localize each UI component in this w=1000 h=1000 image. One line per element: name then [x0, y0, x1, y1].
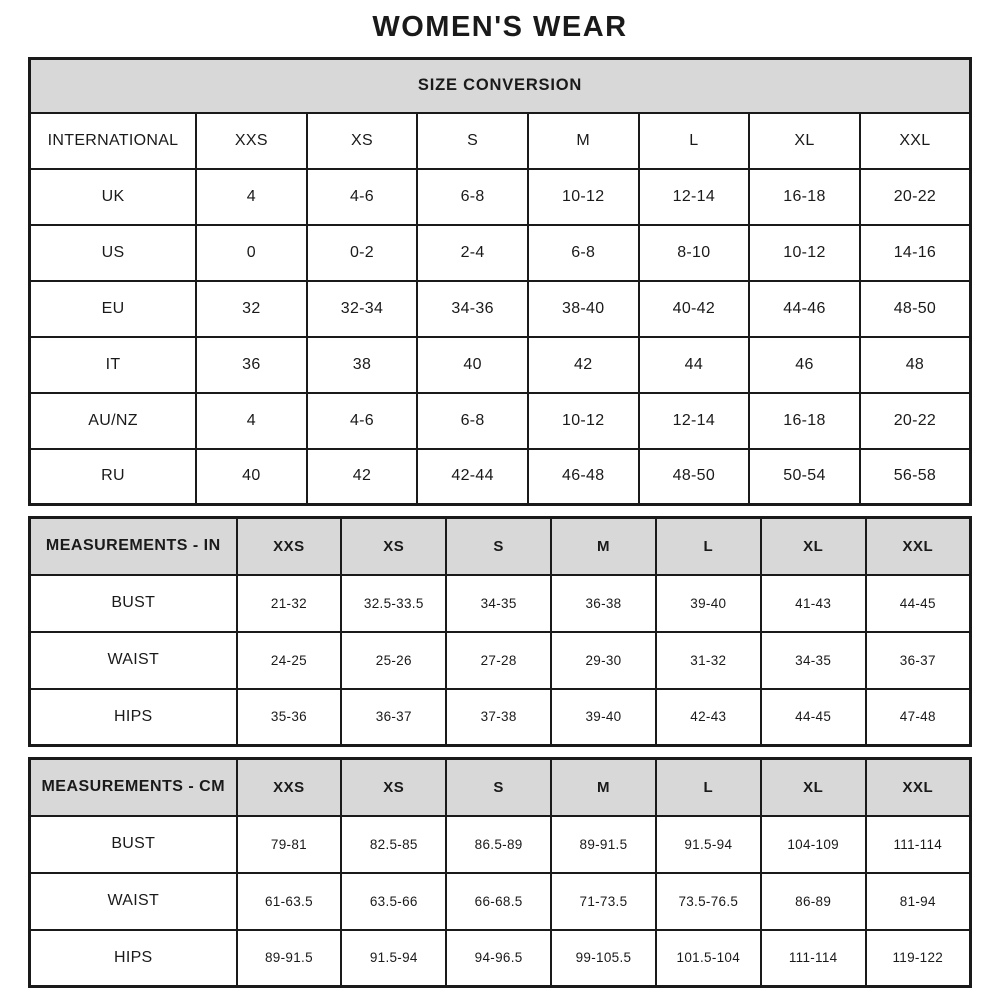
size-header-cell: XXS: [196, 113, 307, 169]
size-header-cell: M: [551, 518, 656, 575]
size-header-cell: XXS: [237, 759, 342, 816]
table-row: [30, 873, 971, 930]
value-cell: 82.5-85: [341, 816, 446, 873]
size-header-cell: XS: [307, 113, 418, 169]
value-cell: 2-4: [417, 225, 528, 281]
table-row: [30, 575, 971, 632]
value-cell: 37-38: [446, 689, 551, 746]
value-cell: 14-16: [860, 225, 971, 281]
row-label-cell: BUST: [30, 816, 237, 873]
size-header-cell: M: [528, 113, 639, 169]
row-label-cell: HIPS: [30, 930, 237, 987]
value-cell: 63.5-66: [341, 873, 446, 930]
value-cell: 4: [196, 393, 307, 449]
corner-header-cell: MEASUREMENTS - IN: [30, 518, 237, 575]
size-header-cell: M: [551, 759, 656, 816]
size-header-cell: XS: [341, 518, 446, 575]
table-row: [30, 816, 971, 873]
row-label-cell: WAIST: [30, 873, 237, 930]
value-cell: 24-25: [237, 632, 342, 689]
value-cell: 40: [417, 337, 528, 393]
value-cell: 4-6: [307, 393, 418, 449]
value-cell: 35-36: [237, 689, 342, 746]
value-cell: 86-89: [761, 873, 866, 930]
page-title: WOMEN'S WEAR: [372, 11, 628, 43]
value-cell: 48-50: [639, 449, 750, 505]
value-cell: 48-50: [860, 281, 971, 337]
size-header-cell: XL: [761, 518, 866, 575]
value-cell: 34-36: [417, 281, 528, 337]
value-cell: 0: [196, 225, 307, 281]
size-header-cell: XL: [749, 113, 860, 169]
value-cell: 89-91.5: [551, 816, 656, 873]
value-cell: 31-32: [656, 632, 761, 689]
size-conversion-table: [28, 57, 972, 506]
size-header-cell: L: [656, 518, 761, 575]
value-cell: 12-14: [639, 393, 750, 449]
value-cell: 8-10: [639, 225, 750, 281]
row-label-cell: RU: [30, 449, 197, 505]
value-cell: 16-18: [749, 393, 860, 449]
value-cell: 21-32: [237, 575, 342, 632]
value-cell: 29-30: [551, 632, 656, 689]
value-cell: 4: [196, 169, 307, 225]
value-cell: 91.5-94: [656, 816, 761, 873]
value-cell: 6-8: [417, 169, 528, 225]
measurements-in-table: [28, 516, 972, 747]
table-row: [30, 632, 971, 689]
size-header-cell: L: [639, 113, 750, 169]
value-cell: 91.5-94: [341, 930, 446, 987]
value-cell: 10-12: [528, 169, 639, 225]
size-header-cell: L: [656, 759, 761, 816]
size-conversion-header-row: [30, 113, 971, 169]
table-row: [30, 169, 971, 225]
size-conversion-body: [30, 169, 971, 505]
value-cell: 20-22: [860, 393, 971, 449]
value-cell: 81-94: [866, 873, 971, 930]
value-cell: 41-43: [761, 575, 866, 632]
value-cell: 111-114: [866, 816, 971, 873]
row-label-cell: WAIST: [30, 632, 237, 689]
value-cell: 42: [307, 449, 418, 505]
measurements-in-header-row: [30, 518, 971, 575]
value-cell: 32-34: [307, 281, 418, 337]
measurements-cm-table: [28, 757, 972, 988]
value-cell: 104-109: [761, 816, 866, 873]
value-cell: 47-48: [866, 689, 971, 746]
value-cell: 34-35: [446, 575, 551, 632]
size-header-cell: XXS: [237, 518, 342, 575]
size-header-cell: S: [417, 113, 528, 169]
value-cell: 111-114: [761, 930, 866, 987]
size-header-cell: XXL: [866, 759, 971, 816]
value-cell: 61-63.5: [237, 873, 342, 930]
value-cell: 73.5-76.5: [656, 873, 761, 930]
value-cell: 86.5-89: [446, 816, 551, 873]
value-cell: 40-42: [639, 281, 750, 337]
value-cell: 44: [639, 337, 750, 393]
value-cell: 36-37: [341, 689, 446, 746]
row-label-cell: HIPS: [30, 689, 237, 746]
corner-header-cell: MEASUREMENTS - CM: [30, 759, 237, 816]
table-row: [30, 393, 971, 449]
corner-header-cell: INTERNATIONAL: [30, 113, 197, 169]
value-cell: 42-43: [656, 689, 761, 746]
value-cell: 44-45: [866, 575, 971, 632]
size-conversion-banner: SIZE CONVERSION: [30, 59, 971, 113]
value-cell: 0-2: [307, 225, 418, 281]
value-cell: 48: [860, 337, 971, 393]
size-header-cell: XXL: [860, 113, 971, 169]
value-cell: 10-12: [749, 225, 860, 281]
table-row: [30, 225, 971, 281]
table-row: [30, 337, 971, 393]
value-cell: 79-81: [237, 816, 342, 873]
value-cell: 36: [196, 337, 307, 393]
table-row: [30, 281, 971, 337]
row-label-cell: UK: [30, 169, 197, 225]
size-header-cell: XS: [341, 759, 446, 816]
value-cell: 20-22: [860, 169, 971, 225]
value-cell: 6-8: [528, 225, 639, 281]
value-cell: 38-40: [528, 281, 639, 337]
value-cell: 6-8: [417, 393, 528, 449]
row-label-cell: AU/NZ: [30, 393, 197, 449]
value-cell: 4-6: [307, 169, 418, 225]
value-cell: 99-105.5: [551, 930, 656, 987]
value-cell: 39-40: [656, 575, 761, 632]
value-cell: 71-73.5: [551, 873, 656, 930]
value-cell: 66-68.5: [446, 873, 551, 930]
row-label-cell: BUST: [30, 575, 237, 632]
value-cell: 56-58: [860, 449, 971, 505]
value-cell: 40: [196, 449, 307, 505]
row-label-cell: US: [30, 225, 197, 281]
value-cell: 27-28: [446, 632, 551, 689]
value-cell: 42: [528, 337, 639, 393]
size-header-cell: XL: [761, 759, 866, 816]
value-cell: 36-38: [551, 575, 656, 632]
banner-row: [30, 59, 971, 113]
value-cell: 10-12: [528, 393, 639, 449]
value-cell: 119-122: [866, 930, 971, 987]
value-cell: 101.5-104: [656, 930, 761, 987]
value-cell: 94-96.5: [446, 930, 551, 987]
value-cell: 16-18: [749, 169, 860, 225]
value-cell: 38: [307, 337, 418, 393]
value-cell: 39-40: [551, 689, 656, 746]
table-row: [30, 930, 971, 987]
value-cell: 12-14: [639, 169, 750, 225]
value-cell: 89-91.5: [237, 930, 342, 987]
value-cell: 42-44: [417, 449, 528, 505]
value-cell: 36-37: [866, 632, 971, 689]
size-header-cell: S: [446, 518, 551, 575]
table-row: [30, 689, 971, 746]
value-cell: 32: [196, 281, 307, 337]
value-cell: 50-54: [749, 449, 860, 505]
row-label-cell: IT: [30, 337, 197, 393]
value-cell: 25-26: [341, 632, 446, 689]
measurements-cm-header-row: [30, 759, 971, 816]
measurements-in-body: [30, 575, 971, 746]
value-cell: 46-48: [528, 449, 639, 505]
value-cell: 44-45: [761, 689, 866, 746]
value-cell: 44-46: [749, 281, 860, 337]
table-row: [30, 449, 971, 505]
row-label-cell: EU: [30, 281, 197, 337]
value-cell: 34-35: [761, 632, 866, 689]
value-cell: 32.5-33.5: [341, 575, 446, 632]
measurements-cm-body: [30, 816, 971, 987]
size-header-cell: S: [446, 759, 551, 816]
size-chart-sheet: [28, 0, 972, 988]
value-cell: 46: [749, 337, 860, 393]
size-header-cell: XXL: [866, 518, 971, 575]
